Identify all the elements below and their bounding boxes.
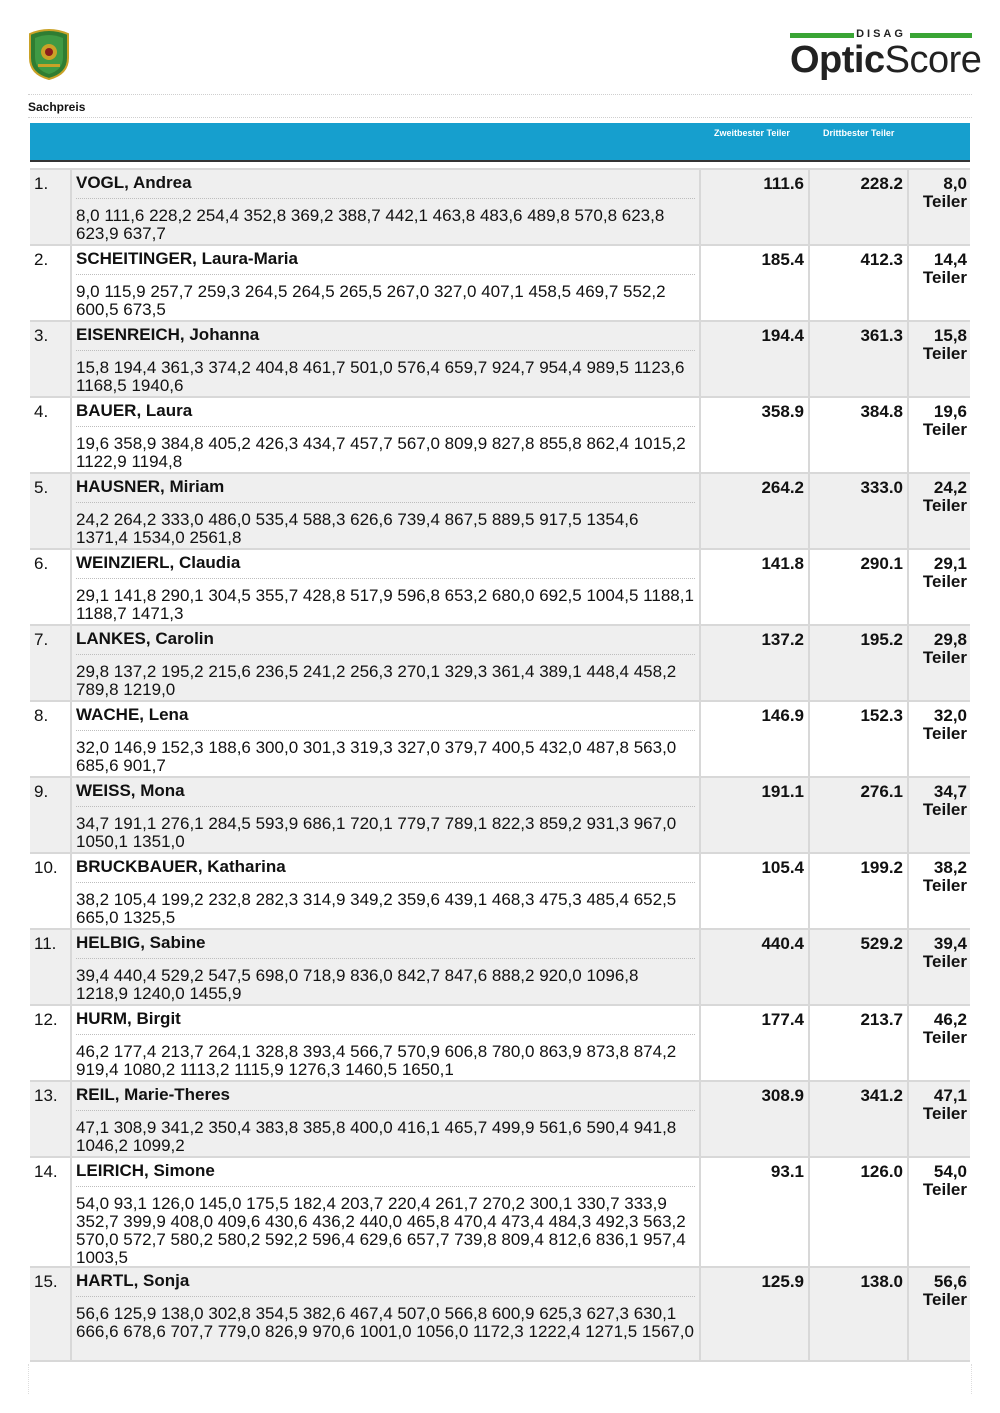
rank-cell: 2. xyxy=(30,246,72,320)
second-best-cell: 358.9 xyxy=(701,398,810,472)
best-unit: Teiler xyxy=(922,420,967,439)
table-row xyxy=(30,700,970,776)
best-cell xyxy=(909,170,970,244)
section-divider xyxy=(28,117,972,118)
third-best-cell: 199.2 xyxy=(810,854,909,928)
rank-cell: 12. xyxy=(30,1006,72,1080)
brand-name-light: Score xyxy=(884,39,982,81)
second-best-cell: 185.4 xyxy=(701,246,810,320)
shot-series: 19,6 358,9 384,8 405,2 426,3 434,7 457,7 567,0 809,9 827,8 855,8 862,4 1015,2 1122,9 1194,8 xyxy=(76,434,686,471)
rank-cell: 7. xyxy=(30,626,72,700)
shooter-name: WEISS, Mona xyxy=(76,782,695,807)
best-cell xyxy=(909,322,970,396)
best-unit: Teiler xyxy=(922,1104,967,1123)
shooter-cell xyxy=(72,930,701,1004)
best-cell xyxy=(909,778,970,852)
third-best-cell: 138.0 xyxy=(810,1268,909,1360)
second-best-cell: 264.2 xyxy=(701,474,810,548)
table-row xyxy=(30,852,970,928)
table-row xyxy=(30,170,970,244)
third-best-cell: 126.0 xyxy=(810,1158,909,1266)
shooter-cell xyxy=(72,1082,701,1156)
third-best-cell: 412.3 xyxy=(810,246,909,320)
shooter-cell xyxy=(72,322,701,396)
best-unit: Teiler xyxy=(922,572,967,591)
best-value: 39,4 xyxy=(933,934,967,953)
shooter-cell xyxy=(72,170,701,244)
rank-cell: 13. xyxy=(30,1082,72,1156)
shooter-cell xyxy=(72,778,701,852)
best-unit: Teiler xyxy=(922,1180,967,1199)
shooter-name: LANKES, Carolin xyxy=(76,630,695,655)
rank-cell: 8. xyxy=(30,702,72,776)
best-unit: Teiler xyxy=(922,648,967,667)
second-best-cell: 308.9 xyxy=(701,1082,810,1156)
table-row xyxy=(30,1080,970,1156)
header-divider xyxy=(28,94,972,95)
rank-cell: 10. xyxy=(30,854,72,928)
best-cell xyxy=(909,1158,970,1266)
best-cell xyxy=(909,854,970,928)
shot-series: 29,1 141,8 290,1 304,5 355,7 428,8 517,9 596,8 653,2 680,0 692,5 1004,5 1188,1 1188,7 1471,3 xyxy=(76,586,694,623)
shooter-name: WEINZIERL, Claudia xyxy=(76,554,695,579)
brand-bar-right xyxy=(910,33,972,38)
rank-cell: 5. xyxy=(30,474,72,548)
shooter-cell xyxy=(72,1268,701,1360)
best-unit: Teiler xyxy=(922,876,967,895)
best-value: 8,0 xyxy=(943,174,967,193)
best-value: 54,0 xyxy=(933,1162,967,1181)
third-best-cell: 290.1 xyxy=(810,550,909,624)
shooter-cell xyxy=(72,1158,701,1266)
third-best-cell: 341.2 xyxy=(810,1082,909,1156)
second-best-cell: 146.9 xyxy=(701,702,810,776)
rank-cell: 15. xyxy=(30,1268,72,1360)
best-value: 24,2 xyxy=(933,478,967,497)
shooter-name: VOGL, Andrea xyxy=(76,174,695,199)
best-cell xyxy=(909,246,970,320)
brand-name-bold: Optic xyxy=(790,39,885,81)
table-header-underline xyxy=(30,160,970,162)
rank-cell: 4. xyxy=(30,398,72,472)
best-cell xyxy=(909,1006,970,1080)
best-value: 14,4 xyxy=(933,250,967,269)
best-unit: Teiler xyxy=(922,724,967,743)
third-best-cell: 276.1 xyxy=(810,778,909,852)
best-cell xyxy=(909,1082,970,1156)
shooter-name: HELBIG, Sabine xyxy=(76,934,695,959)
best-unit: Teiler xyxy=(922,1028,967,1047)
page-footer xyxy=(28,1364,972,1394)
second-best-cell: 125.9 xyxy=(701,1268,810,1360)
shot-series: 15,8 194,4 361,3 374,2 404,8 461,7 501,0 576,4 659,7 924,7 954,4 989,5 1123,6 1168,5 1940,6 xyxy=(76,358,685,395)
third-best-cell: 361.3 xyxy=(810,322,909,396)
shot-series: 56,6 125,9 138,0 302,8 354,5 382,6 467,4 507,0 566,8 600,9 625,3 627,3 630,1 666,6 678,6 707,7 779,0 826,9 970,6 1001,0 1056,0 1172,3 1222,4 1271,5 1567,0 xyxy=(76,1304,694,1341)
best-unit: Teiler xyxy=(922,800,967,819)
shooter-name: REIL, Marie-Theres xyxy=(76,1086,695,1111)
shooter-name: BRUCKBAUER, Katharina xyxy=(76,858,695,883)
best-unit: Teiler xyxy=(922,1290,967,1309)
table-row xyxy=(30,624,970,700)
best-value: 29,8 xyxy=(933,630,967,649)
second-best-cell: 93.1 xyxy=(701,1158,810,1266)
table-row xyxy=(30,928,970,1004)
shot-series: 29,8 137,2 195,2 215,6 236,5 241,2 256,3 270,1 329,3 361,4 389,1 448,4 458,2 789,8 1219,0 xyxy=(76,662,677,699)
shot-series: 54,0 93,1 126,0 145,0 175,5 182,4 203,7 220,4 261,7 270,2 300,1 330,7 333,9 352,7 399,9 408,0 409,6 430,6 436,2 440,0 465,8 470,4 473,4 484,3 492,3 563,2 570,0 572,7 580,2 580,2 592,2 596,4 629,6 657,7 739,8 809,4 812,6 836,1 957,4 1003,5 xyxy=(76,1194,686,1267)
third-best-cell: 228.2 xyxy=(810,170,909,244)
second-best-cell: 111.6 xyxy=(701,170,810,244)
table-row xyxy=(30,548,970,624)
shooter-name: HURM, Birgit xyxy=(76,1010,695,1035)
best-cell xyxy=(909,398,970,472)
third-best-cell: 152.3 xyxy=(810,702,909,776)
brand-logo xyxy=(790,28,982,82)
shot-series: 24,2 264,2 333,0 486,0 535,4 588,3 626,6 739,4 867,5 889,5 917,5 1354,6 1371,4 1534,0 2561,8 xyxy=(76,510,639,547)
shot-series: 9,0 115,9 257,7 259,3 264,5 264,5 265,5 267,0 327,0 407,1 458,5 469,7 552,2 600,5 673,5 xyxy=(76,282,666,319)
table-row xyxy=(30,396,970,472)
club-logo xyxy=(28,28,70,80)
third-best-cell: 384.8 xyxy=(810,398,909,472)
section-title: Sachpreis xyxy=(28,100,86,114)
table-row xyxy=(30,320,970,396)
table-row xyxy=(30,776,970,852)
shooter-cell xyxy=(72,854,701,928)
col-header-third: Drittbester Teiler xyxy=(823,128,895,138)
table-row xyxy=(30,244,970,320)
shooter-cell xyxy=(72,626,701,700)
second-best-cell: 177.4 xyxy=(701,1006,810,1080)
third-best-cell: 529.2 xyxy=(810,930,909,1004)
brand-small-text: DISAG xyxy=(856,28,906,40)
best-unit: Teiler xyxy=(922,952,967,971)
best-value: 29,1 xyxy=(933,554,967,573)
rank-cell: 1. xyxy=(30,170,72,244)
shot-series: 32,0 146,9 152,3 188,6 300,0 301,3 319,3 327,0 379,7 400,5 432,0 487,8 563,0 685,6 901,7 xyxy=(76,738,677,775)
best-value: 34,7 xyxy=(933,782,967,801)
best-value: 19,6 xyxy=(933,402,967,421)
best-value: 46,2 xyxy=(933,1010,967,1029)
shooter-name: WACHE, Lena xyxy=(76,706,695,731)
table-row xyxy=(30,472,970,548)
rank-cell: 11. xyxy=(30,930,72,1004)
best-value: 56,6 xyxy=(933,1272,967,1291)
best-unit: Teiler xyxy=(922,192,967,211)
best-cell xyxy=(909,550,970,624)
third-best-cell: 195.2 xyxy=(810,626,909,700)
shot-series: 34,7 191,1 276,1 284,5 593,9 686,1 720,1 779,7 789,1 822,3 859,2 931,3 967,0 1050,1 1351,0 xyxy=(76,814,677,851)
third-best-cell: 333.0 xyxy=(810,474,909,548)
table-row xyxy=(30,1266,970,1360)
shot-series: 46,2 177,4 213,7 264,1 328,8 393,4 566,7 570,9 606,8 780,0 863,9 873,8 874,2 919,4 1080,2 1113,2 1115,9 1276,3 1460,5 1650,1 xyxy=(76,1042,677,1079)
second-best-cell: 440.4 xyxy=(701,930,810,1004)
rank-cell: 14. xyxy=(30,1158,72,1266)
shot-series: 38,2 105,4 199,2 232,8 282,3 314,9 349,2 359,6 439,1 468,3 475,3 485,4 652,5 665,0 1325,5 xyxy=(76,890,677,927)
table-row xyxy=(30,1004,970,1080)
shooter-name: BAUER, Laura xyxy=(76,402,695,427)
results-table xyxy=(30,168,970,1362)
best-value: 38,2 xyxy=(933,858,967,877)
best-cell xyxy=(909,626,970,700)
shot-series: 39,4 440,4 529,2 547,5 698,0 718,9 836,0 842,7 847,6 888,2 920,0 1096,8 1218,9 1240,0 1455,9 xyxy=(76,966,639,1003)
best-value: 15,8 xyxy=(933,326,967,345)
shooter-cell xyxy=(72,550,701,624)
best-cell xyxy=(909,702,970,776)
col-header-second: Zweitbester Teiler xyxy=(714,128,790,138)
brand-name xyxy=(790,39,982,81)
third-best-cell: 213.7 xyxy=(810,1006,909,1080)
shooter-cell xyxy=(72,398,701,472)
shooter-name: HAUSNER, Miriam xyxy=(76,478,695,503)
second-best-cell: 191.1 xyxy=(701,778,810,852)
shooter-name: HARTL, Sonja xyxy=(76,1272,695,1297)
best-unit: Teiler xyxy=(922,496,967,515)
second-best-cell: 105.4 xyxy=(701,854,810,928)
best-cell xyxy=(909,474,970,548)
shooter-name: EISENREICH, Johanna xyxy=(76,326,695,351)
second-best-cell: 194.4 xyxy=(701,322,810,396)
best-unit: Teiler xyxy=(922,344,967,363)
shooter-name: SCHEITINGER, Laura-Maria xyxy=(76,250,695,275)
second-best-cell: 141.8 xyxy=(701,550,810,624)
table-header-band xyxy=(30,123,970,160)
best-cell xyxy=(909,1268,970,1360)
rank-cell: 6. xyxy=(30,550,72,624)
best-value: 47,1 xyxy=(933,1086,967,1105)
shooter-cell xyxy=(72,702,701,776)
second-best-cell: 137.2 xyxy=(701,626,810,700)
rank-cell: 3. xyxy=(30,322,72,396)
shooter-cell xyxy=(72,246,701,320)
shooter-cell xyxy=(72,474,701,548)
rank-cell: 9. xyxy=(30,778,72,852)
table-row xyxy=(30,1156,970,1266)
shooter-name: LEIRICH, Simone xyxy=(76,1162,695,1187)
best-cell xyxy=(909,930,970,1004)
shooter-cell xyxy=(72,1006,701,1080)
shot-series: 8,0 111,6 228,2 254,4 352,8 369,2 388,7 442,1 463,8 483,6 489,8 570,8 623,8 623,9 637,7 xyxy=(76,206,665,243)
shot-series: 47,1 308,9 341,2 350,4 383,8 385,8 400,0 416,1 465,7 499,9 561,6 590,4 941,8 1046,2 1099,2 xyxy=(76,1118,677,1155)
best-unit: Teiler xyxy=(922,268,967,287)
best-value: 32,0 xyxy=(933,706,967,725)
